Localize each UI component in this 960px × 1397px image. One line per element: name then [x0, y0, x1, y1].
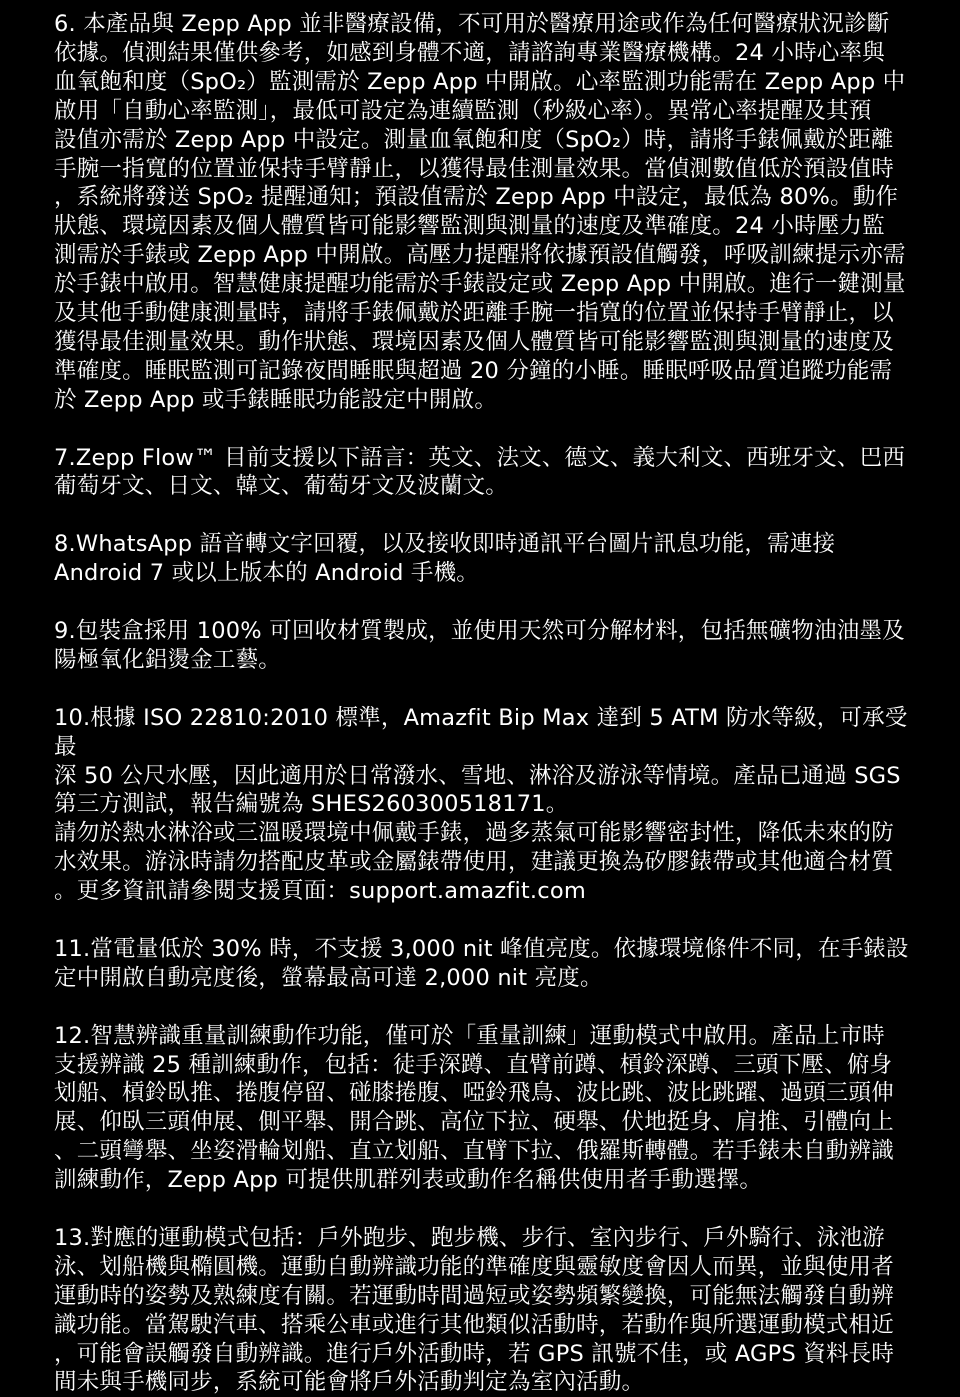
note-line: 13.對應的運動模式包括：戶外跑步、跑步機、步行、室內步行、戶外騎行、泳池游 — [54, 1224, 885, 1251]
note-line: 手腕一指寬的位置並保持手臂靜止，以獲得最佳測量效果。當偵測數值低於預設值時 — [54, 155, 894, 182]
note-line: 。更多資訊請參閱支援頁面：support.amazfit.com — [54, 878, 586, 905]
note-line: 8.WhatsApp 語音轉文字回覆，以及接收即時通訊平台圖片訊息功能，需連接 — [54, 531, 836, 558]
note-6-health-monitoring — [54, 10, 912, 415]
note-line: Android 7 或以上版本的 Android 手機。 — [54, 560, 480, 587]
note-line: 6. 本產品與 Zepp App 並非醫療設備，不可用於醫療用途或作為任何醫療狀況診斷 — [54, 11, 890, 37]
note-line: 展、仰臥三頭伸展、側平舉、開合跳、高位下拉、硬舉、伏地挺身、肩推、引體向上 — [54, 1109, 894, 1136]
note-line: 12.智慧辨識重量訓練動作功能，僅可於「重量訓練」運動模式中啟用。產品上市時 — [54, 1022, 885, 1049]
note-line: 設值亦需於 Zepp App 中設定。測量血氧飽和度（SpO₂）時，請將手錶佩戴於距離 — [54, 126, 894, 153]
note-line: 請勿於熱水淋浴或三溫暖環境中佩戴手錶，過多蒸氣可能影響密封性，降低未來的防 — [54, 820, 894, 847]
note-line: 於 Zepp App 或手錶睡眠功能設定中開啟。 — [54, 386, 498, 413]
note-line: 準確度。睡眠監測可記錄夜間睡眠與超過 20 分鐘的小睡。睡眠呼吸品質追蹤功能需 — [54, 357, 893, 384]
note-line: 啟用「自動心率監測」，最低可設定為連續監測（秒級心率）。異常心率提醒及其預 — [54, 97, 872, 124]
note-line: 間未與手機同步，系統可能會將戶外活動判定為室內活動。 — [54, 1369, 645, 1396]
note-8-whatsapp-android — [54, 530, 912, 588]
note-line: 測需於手錶或 Zepp App 中開啟。高壓力提醒將依據預設值觸發，呼吸訓練提示亦需 — [54, 242, 906, 269]
note-line: 識功能。當駕駛汽車、搭乘公車或進行其他類似活動時，若動作與所選運動模式相近 — [54, 1311, 894, 1338]
note-line: 第三方測試，報告編號為 SHES260300518171。 — [54, 791, 569, 818]
note-line: 於手錶中啟用。智慧健康提醒功能需於手錶設定或 Zepp App 中開啟。進行一鍵測量 — [54, 271, 906, 298]
note-line: 10.根據 ISO 22810:2010 標準，Amazfit Bip Max 達到 5 ATM 防水等級，可承受最 — [54, 704, 908, 760]
note-line: 支援辨識 25 種訓練動作，包括：徒手深蹲、直臂前蹲、槓鈴深蹲、三頭下壓、俯身 — [54, 1051, 893, 1078]
note-line: 獲得最佳測量效果。動作狀態、環境因素及個人體質皆可能影響監測與測量的速度及 — [54, 328, 894, 355]
note-9-packaging — [54, 617, 912, 675]
note-line: 運動時的姿勢及熟練度有關。若運動時間過短或姿勢頻繁變換，可能無法觸發自動辨 — [54, 1282, 894, 1309]
note-line: 深 50 公尺水壓，因此適用於日常潑水、雪地、淋浴及游泳等情境。產品已通過 SGS — [54, 762, 901, 789]
note-line: 划船、槓鈴臥推、捲腹停留、碰膝捲腹、啞鈴飛鳥、波比跳、波比跳躍、過頭三頭伸 — [54, 1080, 894, 1107]
note-7-zepp-flow-languages — [54, 444, 912, 502]
note-line: 依據。偵測結果僅供參考，如感到身體不適，請諮詢專業醫療機構。24 小時心率與 — [54, 39, 885, 66]
disclaimer-notes — [54, 10, 912, 1397]
note-line: 、二頭彎舉、坐姿滑輪划船、直立划船、直臂下拉、俄羅斯轉體。若手錶未自動辨識 — [54, 1138, 894, 1165]
note-line: ，可能會誤觸發自動辨識。進行戶外活動時，若 GPS 訊號不佳，或 AGPS 資料長時 — [54, 1340, 895, 1367]
note-line: 及其他手動健康測量時，請將手錶佩戴於距離手腕一指寬的位置並保持手臂靜止，以 — [54, 300, 894, 327]
note-line: 定中開啟自動亮度後，螢幕最高可達 2,000 nit 亮度。 — [54, 964, 603, 991]
note-line: 11.當電量低於 30% 時，不支援 3,000 nit 峰值亮度。依據環境條件不同，在手錶設 — [54, 935, 909, 962]
note-12-strength-training — [54, 1022, 912, 1195]
note-line: 泳、划船機與橢圓機。運動自動辨識功能的準確度與靈敏度會因人而異，並與使用者 — [54, 1253, 894, 1280]
note-line: 狀態、環境因素及個人體質皆可能影響監測與測量的速度及準確度。24 小時壓力監 — [54, 213, 885, 240]
note-11-brightness — [54, 935, 912, 993]
note-line: 水效果。游泳時請勿搭配皮革或金屬錶帶使用，建議更換為矽膠錶帶或其他適合材質 — [54, 849, 894, 876]
note-line: 7.Zepp Flow™ 目前支援以下語言：英文、法文、德文、義大利文、西班牙文、巴西 — [54, 444, 906, 471]
note-13-workout-auto-detection — [54, 1224, 912, 1397]
note-line: 葡萄牙文、日文、韓文、葡萄牙文及波蘭文。 — [54, 473, 509, 500]
note-line: 9.包裝盒採用 100% 可回收材質製成，並使用天然可分解材料，包括無礦物油油墨及 — [54, 617, 905, 644]
note-10-water-resistance — [54, 704, 912, 906]
note-line: 訓練動作，Zepp App 可提供肌群列表或動作名稱供使用者手動選擇。 — [54, 1167, 763, 1194]
note-line: 血氧飽和度（SpO₂）監測需於 Zepp App 中開啟。心率監測功能需在 Zepp App 中 — [54, 68, 906, 95]
note-line: ，系統將發送 SpO₂ 提醒通知；預設值需於 Zepp App 中設定，最低為 80%。動作 — [54, 184, 899, 211]
note-line: 陽極氧化鋁燙金工藝。 — [54, 646, 282, 673]
